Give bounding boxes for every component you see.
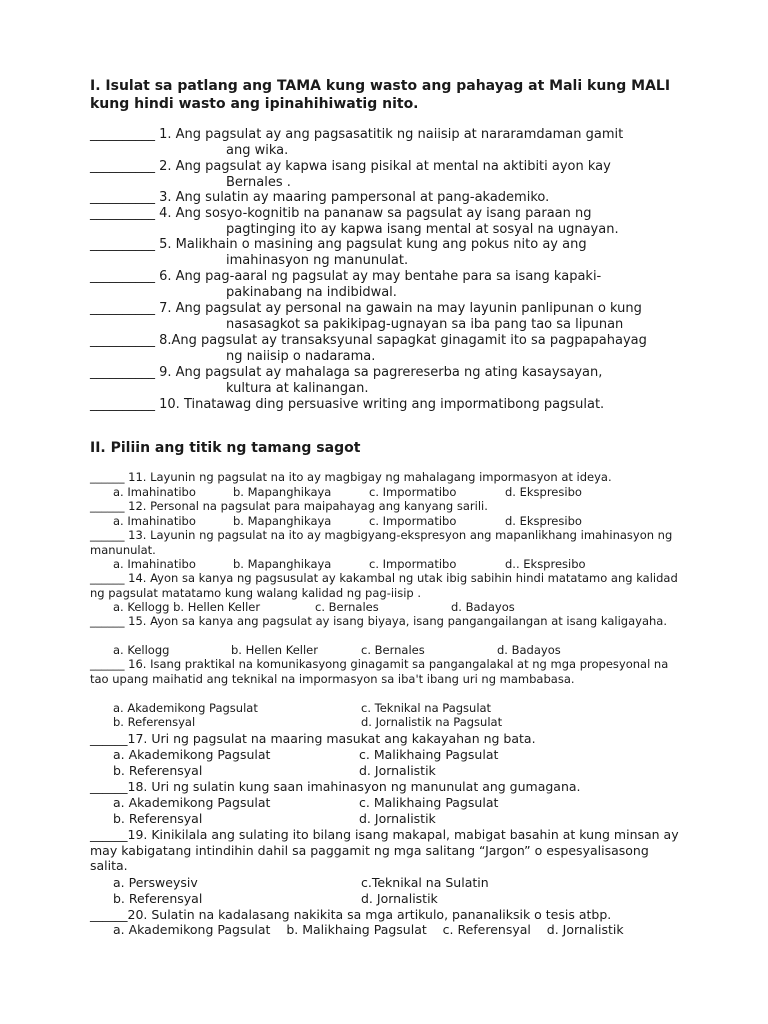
q17-option-b[interactable]: b. Referensyal — [113, 763, 203, 778]
q13-option-c[interactable]: c. Impormatibo — [369, 557, 457, 571]
tf-item-2 — [90, 159, 690, 191]
q18-option-d[interactable]: d. Jornalistik — [359, 811, 436, 826]
q11-option-a[interactable]: a. Imahinatibo — [113, 485, 196, 499]
part1-title-line2: kung hindi wasto ang ipinahihiwatig nito. — [90, 96, 419, 112]
q18-option-b[interactable]: b. Referensyal — [113, 811, 203, 826]
question-14: ______ 14. Ayon sa kanya ng pagsusulat ay kakambal ng utak ibig sabihin hindi matatamo ang kalidad ng pagsulat matatamo kung walang kalidad ng pag-iisip . — [90, 571, 678, 600]
q12-option-c[interactable]: c. Impormatibo — [369, 514, 457, 528]
answer-blank[interactable]: __________ — [90, 365, 155, 380]
q15-option-d[interactable]: d. Badayos — [497, 643, 561, 657]
item-text: 6. Ang pag-aaral ng pagsulat ay may bentahe para sa isang kapaki- — [155, 269, 602, 284]
question-15: ______ 15. Ayon sa kanya ang pagsulat ay isang biyaya, isang pangangailangan at isang kaligayaha. — [90, 614, 667, 628]
item-text-cont: nasasagkot sa pakikipag-ugnayan sa iba pang tao sa lipunan — [226, 317, 624, 332]
item-text: 9. Ang pagsulat ay mahalaga sa pagrereserba ng ating kasaysayan, — [155, 365, 603, 380]
item-text-cont: ng naiisip o nadarama. — [226, 349, 376, 364]
question-11: ______ 11. Layunin ng pagsulat na ito ay magbigay ng mahalagang impormasyon at ideya. — [90, 470, 612, 484]
answer-blank[interactable]: __________ — [90, 269, 155, 284]
q18-option-c[interactable]: c. Malikhaing Pagsulat — [359, 795, 499, 810]
tf-item-4 — [90, 206, 690, 238]
question-18: ______18. Uri ng sulatin kung saan imahinasyon ng manunulat ang gumagana. — [90, 779, 581, 794]
question-16: ______ 16. Isang praktikal na komunikasyong ginagamit sa pangangalakal at ng mga propesyonal na tao upang maihatid ang teknikal na impormasyon sa iba't ibang uri ng mambabasa. — [90, 657, 669, 686]
q19-option-c[interactable]: c.Teknikal na Sulatin — [361, 875, 489, 890]
answer-blank[interactable]: __________ — [90, 190, 155, 205]
item-text: 3. Ang sulatin ay maaring pampersonal at pang-akademiko. — [155, 190, 550, 205]
q19-option-b[interactable]: b. Referensyal — [113, 891, 203, 906]
q11-option-b[interactable]: b. Mapanghikaya — [233, 485, 332, 499]
q12-option-d[interactable]: d. Ekspresibo — [505, 514, 582, 528]
answer-blank[interactable]: __________ — [90, 397, 155, 412]
question-20: ______20. Sulatin na kadalasang nakikita sa mga artikulo, pananaliksik o tesis atbp. — [90, 907, 612, 922]
item-text: 8.Ang pagsulat ay transaksyunal sapagkat ginagamit ito sa pagpapahayag — [155, 333, 647, 348]
q11-option-d[interactable]: d. Ekspresibo — [505, 485, 582, 499]
q14-option-c[interactable]: c. Bernales — [315, 600, 379, 614]
question-19: ______19. Kinikilala ang sulating ito bilang isang makapal, mabigat basahin at kung minsan ay may kabigatang intindihin dahil sa paggamit ng mga salitang “Jargon” o espesyalisasong salita. — [90, 827, 679, 873]
part1-title-line1: I. Isulat sa patlang ang TAMA kung wasto ang pahayag at Mali kung MALI — [90, 78, 671, 94]
q12-option-a[interactable]: a. Imahinatibo — [113, 514, 196, 528]
item-text-cont: pagtinging ito ay kapwa isang mental at sosyal na ugnayan. — [226, 222, 619, 237]
item-text-cont: Bernales . — [226, 175, 291, 190]
question-17: ______17. Uri ng pagsulat na maaring masukat ang kakayahan ng bata. — [90, 731, 536, 746]
q15-option-b[interactable]: b. Hellen Keller — [231, 643, 318, 657]
item-text: 4. Ang sosyo-kognitib na pananaw sa pagsulat ay isang paraan ng — [155, 206, 592, 221]
question-12: ______ 12. Personal na pagsulat para maipahayag ang kanyang sarili. — [90, 499, 488, 513]
q18-option-a[interactable]: a. Akademikong Pagsulat — [113, 795, 271, 810]
question-13: ______ 13. Layunin ng pagsulat na ito ay magbigyang-ekspresyon ang mapanlikhang imahinasyon ng manunulat. — [90, 528, 673, 557]
q17-option-d[interactable]: d. Jornalistik — [359, 763, 436, 778]
q14-option-d[interactable]: d. Badayos — [451, 600, 515, 614]
item-text-cont: kultura at kalinangan. — [226, 381, 369, 396]
q17-option-c[interactable]: c. Malikhaing Pagsulat — [359, 747, 499, 762]
answer-blank[interactable]: __________ — [90, 206, 155, 221]
q19-option-a[interactable]: a. Persweysiv — [113, 875, 198, 890]
part2-title: II. Piliin ang titik ng tamang sagot — [90, 440, 361, 456]
tf-item-9 — [90, 365, 690, 397]
item-text-cont: ang wika. — [226, 143, 289, 158]
answer-blank[interactable]: __________ — [90, 301, 155, 316]
q13-option-d[interactable]: d.. Ekspresibo — [505, 557, 586, 571]
tf-item-10 — [90, 397, 690, 413]
q15-option-a[interactable]: a. Kellogg — [113, 643, 170, 657]
tf-item-8 — [90, 333, 690, 365]
q13-option-a[interactable]: a. Imahinatibo — [113, 557, 196, 571]
tf-item-3 — [90, 190, 690, 206]
item-text: 1. Ang pagsulat ay ang pagsasatitik ng naiisip at nararamdaman gamit — [155, 127, 624, 142]
q16-option-c[interactable]: c. Teknikal na Pagsulat — [361, 701, 492, 715]
q19-option-d[interactable]: d. Jornalistik — [361, 891, 438, 906]
tf-item-7 — [90, 301, 690, 333]
q13-option-b[interactable]: b. Mapanghikaya — [233, 557, 332, 571]
item-text: 10. Tinatawag ding persuasive writing ang impormatibong pagsulat. — [155, 397, 605, 412]
q14-option-a-b[interactable]: a. Kellogg b. Hellen Keller — [113, 600, 261, 614]
item-text-cont: pakinabang na indibidwal. — [226, 285, 397, 300]
q17-option-a[interactable]: a. Akademikong Pagsulat — [113, 747, 271, 762]
answer-blank[interactable]: __________ — [90, 333, 155, 348]
tf-item-1 — [90, 127, 690, 159]
item-text: 2. Ang pagsulat ay kapwa isang pisikal at mental na aktibiti ayon kay — [155, 159, 611, 174]
item-text: 5. Malikhain o masining ang pagsulat kung ang pokus nito ay ang — [155, 237, 587, 252]
answer-blank[interactable]: __________ — [90, 159, 155, 174]
q12-option-b[interactable]: b. Mapanghikaya — [233, 514, 332, 528]
answer-blank[interactable]: __________ — [90, 127, 155, 142]
tf-item-6 — [90, 269, 690, 301]
q16-option-b[interactable]: b. Referensyal — [113, 715, 196, 729]
q16-option-a[interactable]: a. Akademikong Pagsulat — [113, 701, 258, 715]
tf-item-5 — [90, 237, 690, 269]
item-text-cont: imahinasyon ng manunulat. — [226, 253, 409, 268]
q11-option-c[interactable]: c. Impormatibo — [369, 485, 457, 499]
item-text: 7. Ang pagsulat ay personal na gawain na may layunin panlipunan o kung — [155, 301, 642, 316]
q20-options[interactable]: a. Akademikong Pagsulat b. Malikhaing Pagsulat c. Referensyal d. Jornalistik — [113, 922, 624, 937]
answer-blank[interactable]: __________ — [90, 237, 155, 252]
q15-option-c[interactable]: c. Bernales — [361, 643, 425, 657]
q16-option-d[interactable]: d. Jornalistik na Pagsulat — [361, 715, 503, 729]
